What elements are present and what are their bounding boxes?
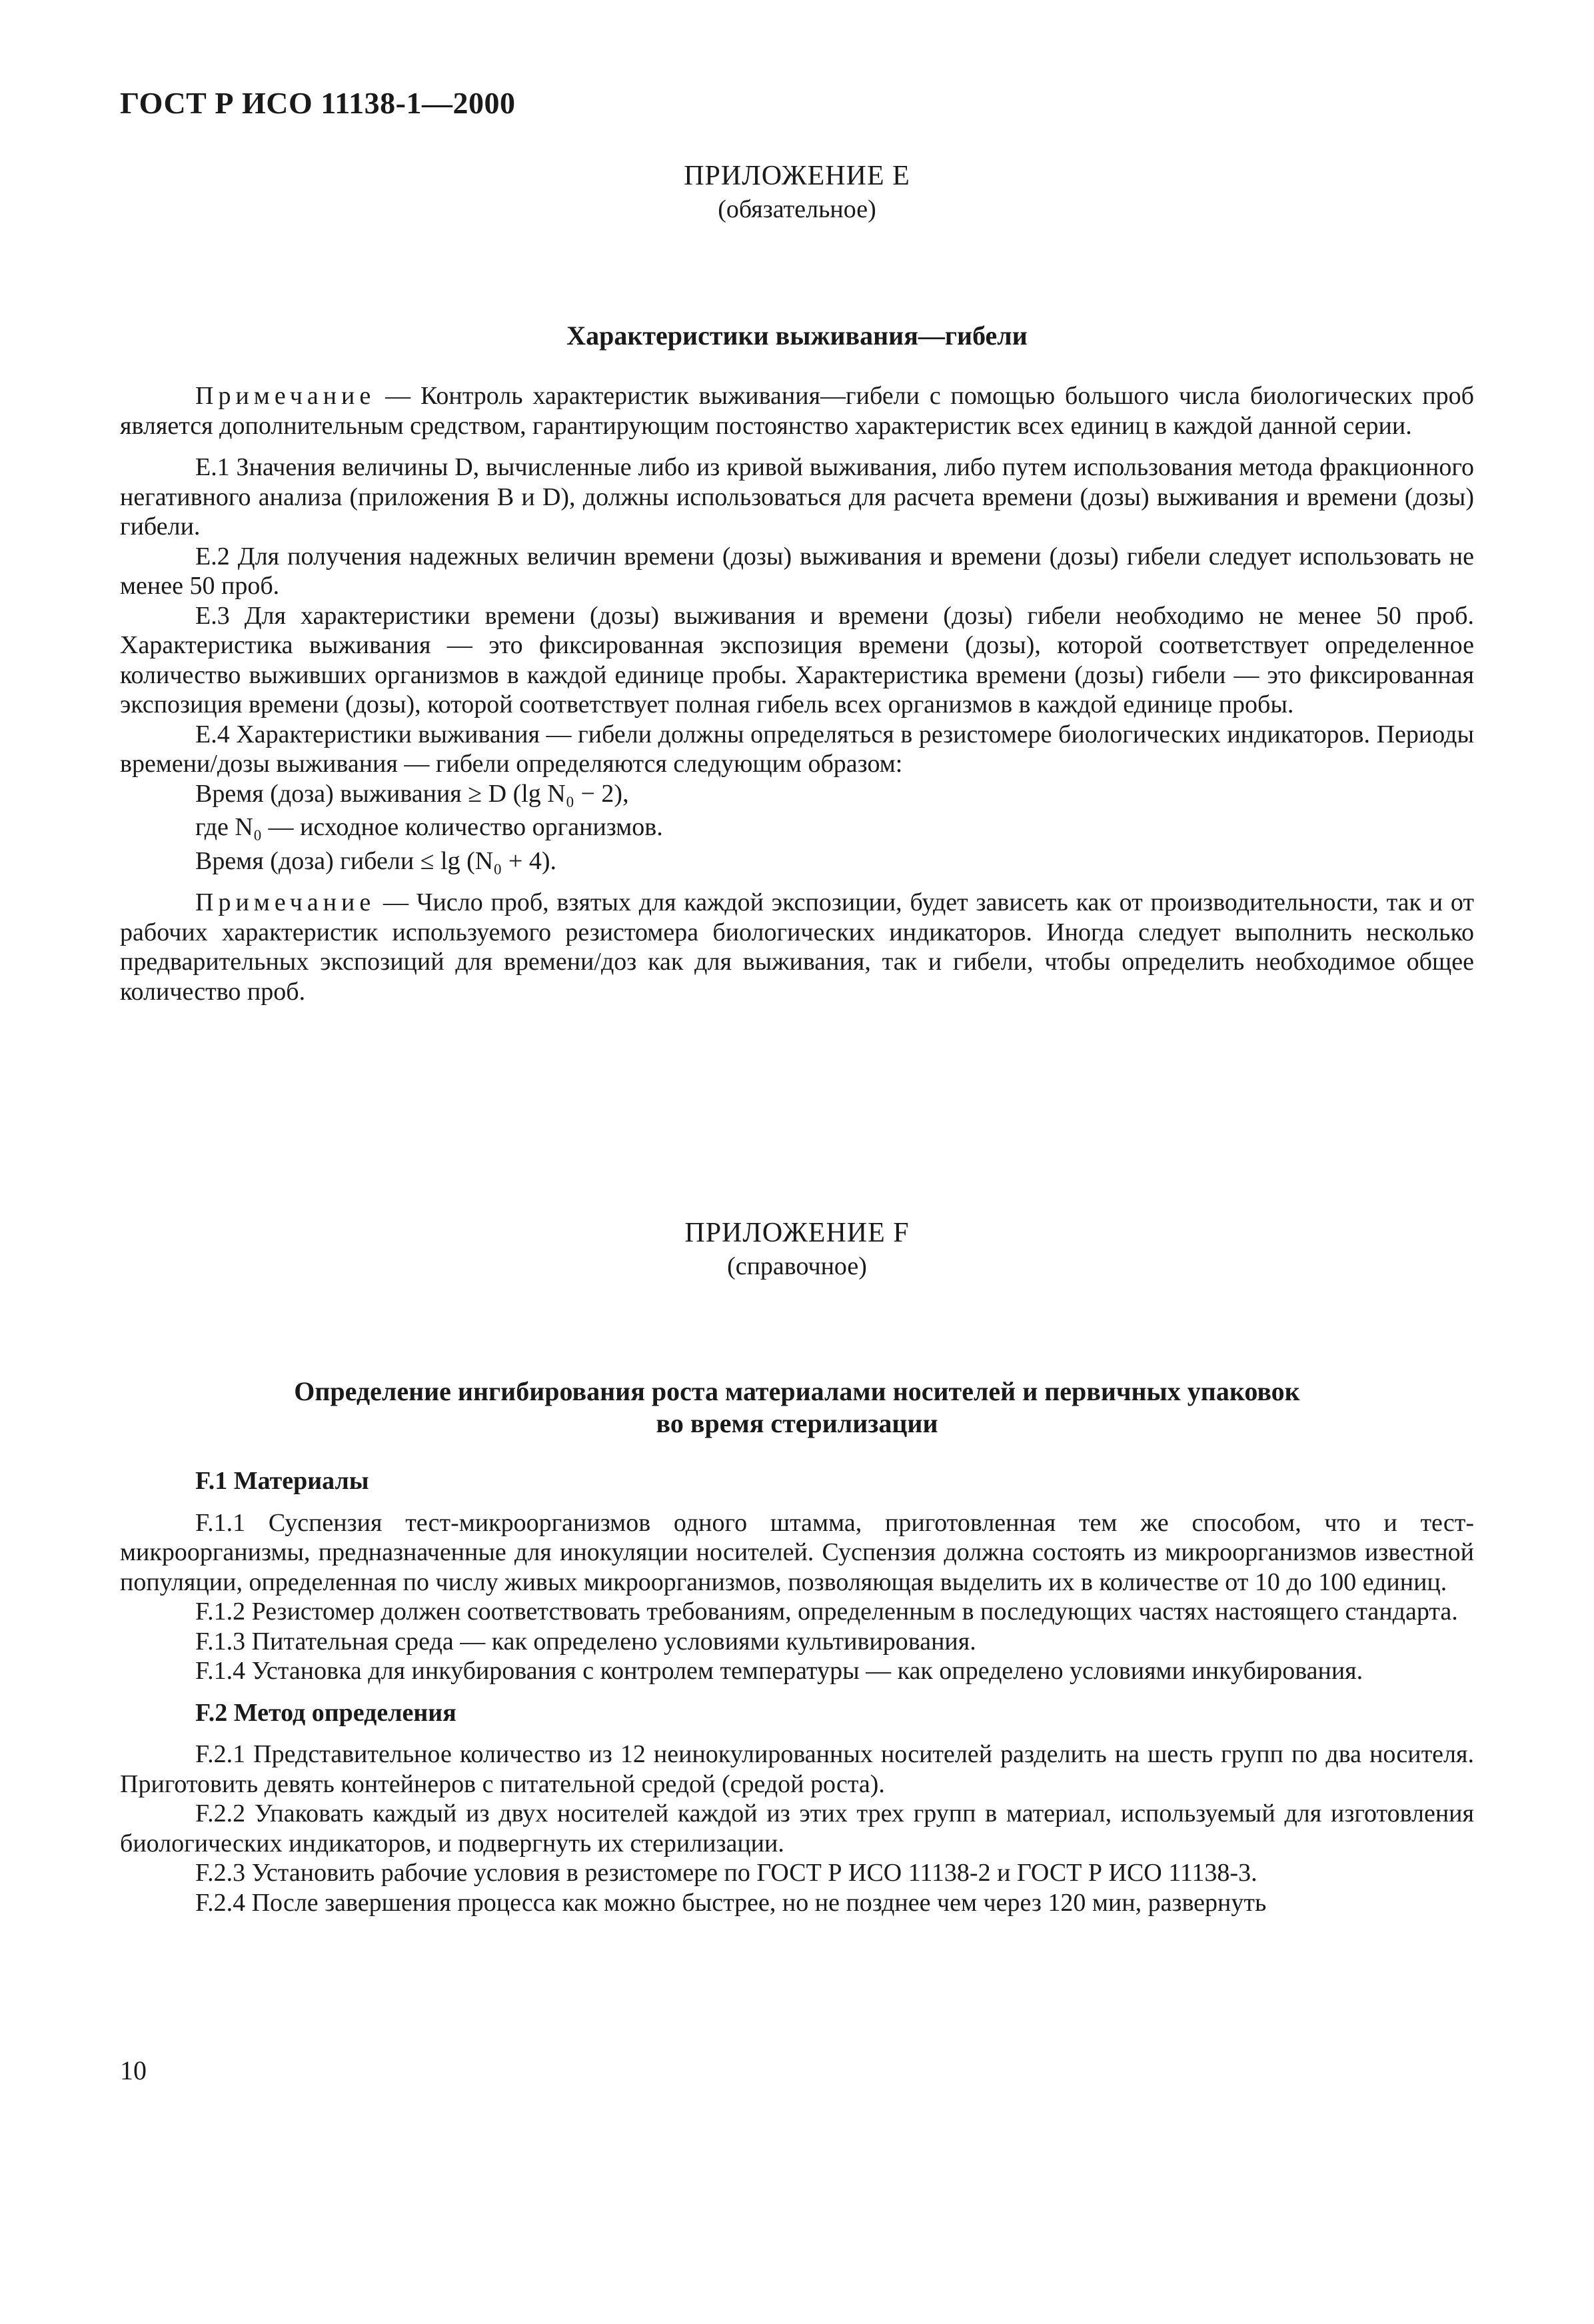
paragraph-f14: F.1.4 Установка для инкубирования с контролем температуры — как определено условиями инкубирования. xyxy=(195,1657,1363,1685)
paragraph-f24: F.2.4 После завершения процесса как можно быстрее, но не позднее чем через 120 мин, развернуть xyxy=(195,1888,1267,1917)
paragraph-e1: Е.1 Значения величины D, вычисленные либо из кривой выживания, либо путем использования метода фракционного негативного анализа (приложения B и D), должны использоваться для расчета времени (дозы) выживания и времени (дозы) гибели. xyxy=(120,453,1474,541)
note-text: — Контроль характеристик выживания—гибели с помощью большого числа биологических проб является дополнительным средством, гарантирующим постоянство характеристик всех единиц в каждой данной серии. xyxy=(120,382,1474,440)
document-id: ГОСТ Р ИСО 11138-1—2000 xyxy=(120,86,516,120)
formula-definition: где N₀ — исходное количество организмов. xyxy=(195,813,663,841)
paragraph-e2: Е.2 Для получения надежных величин времени (дозы) выживания и времени (дозы) гибели следует использовать не менее 50 проб. xyxy=(120,542,1474,600)
paragraph-f22: F.2.2 Упаковать каждый из двух носителей каждой из этих трех групп в материал, используемый для изготовления биологических индикаторов, и подвергнуть их стерилизации. xyxy=(120,1799,1474,1857)
formula-kill: Время (доза) гибели ≤ lg (N₀ + 4). xyxy=(195,846,557,875)
appendix-e-title: Характеристики выживания—гибели xyxy=(566,321,1028,351)
page-number: 10 xyxy=(120,2055,147,2085)
note-label: Примечание xyxy=(195,888,376,916)
paragraph-f21: F.2.1 Представительное количество из 12 неинокулированных носителей разделить на шесть групп по два носителя. Приготовить девять контейнеров с питательной средой (средой роста). xyxy=(120,1740,1474,1798)
paragraph-f13: F.1.3 Питательная среда — как определено условиями культивирования. xyxy=(195,1627,976,1656)
paragraph-f11: F.1.1 Суспензия тест-микроорганизмов одного штамма, приготовленная тем же способом, что и тест-микроорганизмы, предназначенные для инокуляции носителей. Суспензия должна состоять из микроорганизмов известной популяции, определенная по числу живых микроорганизмов, позволяющая выделить их в количестве от 10 до 100 единиц. xyxy=(120,1508,1474,1596)
note-2 xyxy=(120,888,1474,1006)
paragraph-f12: F.1.2 Резистомер должен соответствовать требованиям, определенным в последующих частях настоящего стандарта. xyxy=(195,1598,1458,1626)
paragraph-e3: Е.3 Для характеристики времени (дозы) выживания и времени (дозы) гибели необходимо не менее 50 проб. Характеристика выживания — это фиксированная экспозиция времени (дозы), которой соответствует определенное количество выживших организмов в каждой единице пробы. Характеристика времени (дозы) гибели — это фиксированная экспозиция времени (дозы), которой соответствует полная гибель всех организмов в каждой единице пробы. xyxy=(120,601,1474,718)
note-label: Примечание xyxy=(195,382,376,410)
appendix-e-label: ПРИЛОЖЕНИЕ E xyxy=(684,161,910,191)
appendix-f-body xyxy=(120,1466,1474,1917)
appendix-f-title-line1: Определение ингибирования роста материалами носителей и первичных упаковок xyxy=(294,1376,1300,1406)
appendix-f-status: (справочное) xyxy=(727,1252,867,1280)
note-1 xyxy=(120,381,1474,441)
section-f1-heading: F.1 Материалы xyxy=(195,1467,369,1495)
appendix-f-label: ПРИЛОЖЕНИЕ F xyxy=(684,1218,910,1248)
paragraph-f23: F.2.3 Установить рабочие условия в резистомере по ГОСТ Р ИСО 11138-2 и ГОСТ Р ИСО 11138-3. xyxy=(195,1859,1257,1887)
formula-survival: Время (доза) выживания ≥ D (lg N₀ − 2), xyxy=(195,779,629,808)
appendix-e-body xyxy=(120,381,1474,1006)
section-f2-heading: F.2 Метод определения xyxy=(195,1698,456,1727)
appendix-f-title-line2: во время стерилизации xyxy=(656,1408,938,1438)
paragraph-e4: Е.4 Характеристики выживания — гибели должны определяться в резистомере биологических индикаторов. Периоды времени/дозы выживания — гибели определяются следующим образом: xyxy=(120,720,1474,778)
appendix-e-status: (обязательное) xyxy=(718,195,876,223)
note-text: — Число проб, взятых для каждой экспозиции, будет зависеть как от производительности, так и от рабочих характеристик используемого резистомера биологических индикаторов. Иногда следует выполнить несколько предварительных экспозиций для времени/доз как для выживания, так и гибели, чтобы определить необходимое общее количество проб. xyxy=(120,888,1474,1006)
